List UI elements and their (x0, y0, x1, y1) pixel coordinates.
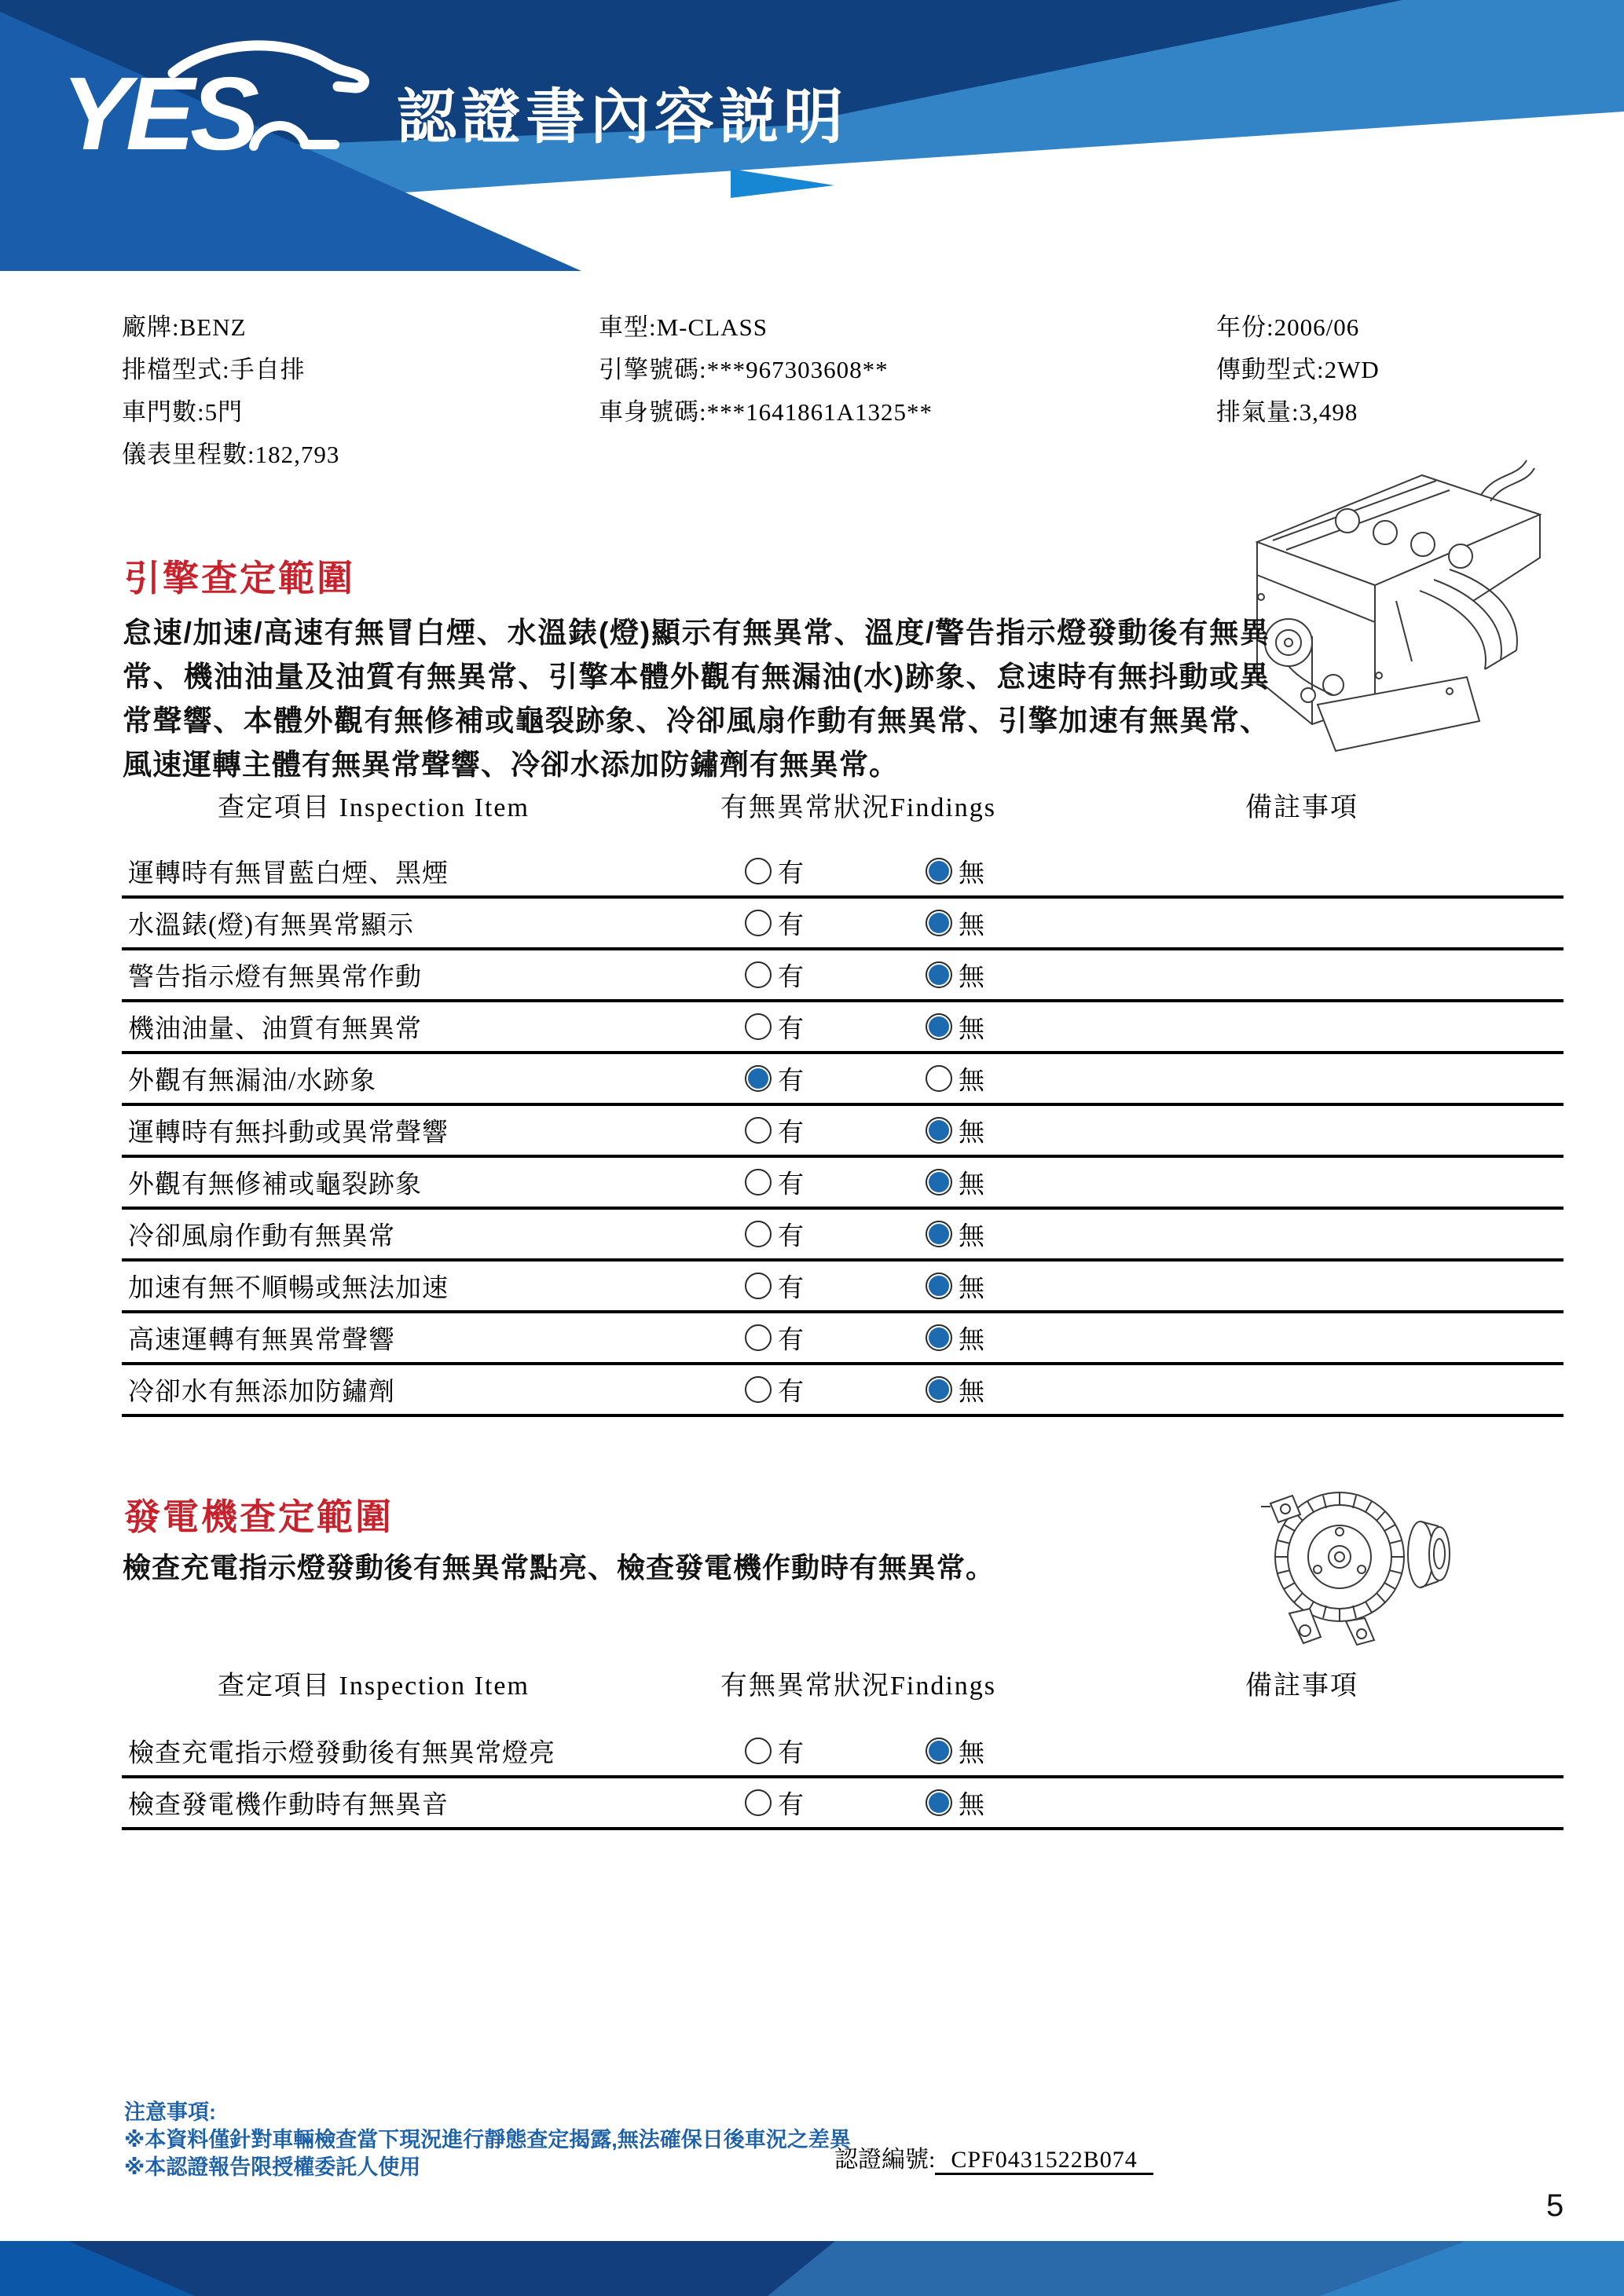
radio-none-label: 無 (959, 1378, 984, 1407)
radio-none-label: 無 (959, 1222, 984, 1251)
inspection-item-label: 水溫錶(燈)有無異常顯示 (128, 911, 414, 940)
page-number: 5 (1546, 2188, 1564, 2223)
column-header-item: 查定項目 Inspection Item (218, 1672, 530, 1701)
radio-has[interactable] (745, 1065, 772, 1092)
vehicle-info-col2 (599, 306, 933, 434)
column-header-remarks: 備註事項 (1245, 1672, 1358, 1701)
radio-has[interactable] (745, 1117, 772, 1144)
engine-table-header (122, 785, 1564, 821)
vehicle-info-col3 (1216, 306, 1380, 434)
radio-none[interactable] (926, 1324, 952, 1351)
note-line: ※本資料僅針對車輛檢查當下現況進行靜態查定揭露,無法確保日後車況之差異 (124, 2128, 851, 2151)
radio-has[interactable] (745, 858, 772, 884)
table-row (122, 1002, 1564, 1054)
info-model: 車型:M-CLASS (599, 313, 768, 341)
radio-has-label: 有 (778, 1067, 804, 1096)
generator-section-description: 檢查充電指示燈發動後有無異常點亮、檢查發電機作動時有無異常。 (123, 1551, 995, 1584)
radio-has[interactable] (745, 1273, 772, 1299)
info-year: 年份:2006/06 (1216, 313, 1360, 341)
info-engine-no: 引擎號碼:***967303608** (599, 356, 889, 383)
radio-none[interactable] (926, 1013, 952, 1040)
page-header (0, 0, 1624, 271)
radio-has-label: 有 (778, 859, 804, 888)
table-row (122, 1365, 1564, 1417)
radio-has-label: 有 (778, 1015, 804, 1044)
generator-section-heading: 發電機查定範圍 (124, 1496, 394, 1537)
radio-none-label: 無 (959, 963, 984, 992)
engine-inspection-table (122, 847, 1564, 1417)
info-mileage: 儀表里程數:182,793 (122, 441, 340, 468)
radio-none-label: 無 (959, 911, 984, 940)
radio-none[interactable] (926, 961, 952, 988)
radio-none[interactable] (926, 1169, 952, 1196)
radio-has[interactable] (745, 1324, 772, 1351)
inspection-item-label: 冷卻水有無添加防鏽劑 (128, 1378, 395, 1407)
radio-has[interactable] (745, 961, 772, 988)
radio-none[interactable] (926, 858, 952, 884)
radio-has-label: 有 (778, 1326, 804, 1355)
page-title: 認證書內容説明 (397, 84, 848, 151)
radio-none[interactable] (926, 1376, 952, 1403)
radio-has[interactable] (745, 1789, 772, 1816)
inspection-item-label: 檢查充電指示燈發動後有無異常燈亮 (128, 1739, 555, 1768)
info-drivetrain: 傳動型式:2WD (1216, 356, 1380, 383)
radio-has[interactable] (745, 1221, 772, 1247)
table-row (122, 1727, 1564, 1778)
table-row (122, 1313, 1564, 1365)
column-header-findings: 有無異常狀況Findings (720, 1672, 997, 1701)
inspection-item-label: 冷卻風扇作動有無異常 (128, 1222, 395, 1251)
column-header-findings: 有無異常狀況Findings (720, 793, 997, 822)
inspection-item-label: 外觀有無修補或龜裂跡象 (128, 1170, 422, 1199)
radio-has-label: 有 (778, 1378, 804, 1407)
radio-none[interactable] (926, 1117, 952, 1144)
radio-has[interactable] (745, 1376, 772, 1403)
info-transmission: 排檔型式:手自排 (122, 356, 306, 383)
radio-has-label: 有 (778, 1274, 804, 1303)
radio-has[interactable] (745, 1738, 772, 1764)
radio-none-label: 無 (959, 1326, 984, 1355)
certificate-value: CPF0431522B074 (935, 2147, 1153, 2175)
inspection-item-label: 運轉時有無冒藍白煙、黑煙 (128, 859, 449, 888)
yes-logo (55, 30, 424, 179)
radio-none-label: 無 (959, 1274, 984, 1303)
radio-has-label: 有 (778, 1791, 804, 1820)
info-brand: 廠牌:BENZ (122, 313, 247, 341)
radio-has-label: 有 (778, 1739, 804, 1768)
inspection-item-label: 外觀有無漏油/水跡象 (128, 1067, 377, 1096)
inspection-item-label: 警告指示燈有無異常作動 (128, 963, 422, 992)
radio-none[interactable] (926, 1789, 952, 1816)
table-row (122, 950, 1564, 1002)
inspection-item-label: 運轉時有無抖動或異常聲響 (128, 1119, 449, 1148)
inspection-item-label: 機油油量、油質有無異常 (128, 1015, 422, 1044)
engine-section-description: 怠速/加速/高速有無冒白煙、水溫錶(燈)顯示有無異常、溫度/警告指示燈發動後有無異常、機油油量及油質有無異常、引擎本體外觀有無漏油(水)跡象、怠速時有無抖動或異常聲響、本體外觀有無修補或龜裂跡象、冷卻風扇作動有無異常、引擎加速有無異常、風速運轉主體有無異常聲響、冷卻水添加防鏽劑有無異常。 (123, 617, 1270, 781)
radio-none[interactable] (926, 1065, 952, 1092)
notes-title: 注意事項: (124, 2100, 216, 2124)
certificate-label: 認證編號: (834, 2147, 936, 2173)
inspection-item-label: 高速運轉有無異常聲響 (128, 1326, 395, 1355)
vehicle-info-col1 (122, 306, 339, 476)
radio-none[interactable] (926, 910, 952, 936)
radio-has[interactable] (745, 1169, 772, 1196)
radio-none-label: 無 (959, 1015, 984, 1044)
table-row (122, 1262, 1564, 1313)
table-row (122, 1158, 1564, 1210)
table-row (122, 847, 1564, 899)
table-row (122, 899, 1564, 950)
radio-has[interactable] (745, 1013, 772, 1040)
generator-table-header (122, 1664, 1564, 1699)
table-row (122, 1054, 1564, 1106)
notes-block (124, 2099, 851, 2181)
logo-text: YES (61, 56, 255, 171)
radio-has-label: 有 (778, 911, 804, 940)
radio-has-label: 有 (778, 1222, 804, 1251)
radio-has[interactable] (745, 910, 772, 936)
radio-none[interactable] (926, 1273, 952, 1299)
inspection-item-label: 檢查發電機作動時有無異音 (128, 1791, 449, 1820)
radio-has-label: 有 (778, 963, 804, 992)
radio-has-label: 有 (778, 1119, 804, 1148)
note-line: ※本認證報告限授權委託人使用 (124, 2155, 421, 2179)
info-displacement: 排氣量:3,498 (1216, 398, 1358, 426)
radio-none[interactable] (926, 1738, 952, 1764)
inspection-item-label: 加速有無不順暢或無法加速 (128, 1274, 449, 1303)
column-header-remarks: 備註事項 (1245, 793, 1358, 822)
table-row (122, 1106, 1564, 1158)
radio-none-label: 無 (959, 859, 984, 888)
certificate-number (834, 2140, 1153, 2174)
footer-bar (0, 2241, 1624, 2296)
radio-has-label: 有 (778, 1170, 804, 1199)
alternator-illustration (1230, 1478, 1465, 1647)
table-row (122, 1778, 1564, 1830)
generator-inspection-table (122, 1727, 1564, 1830)
column-header-item: 查定項目 Inspection Item (218, 793, 530, 822)
engine-section-heading: 引擎查定範圍 (124, 558, 355, 599)
radio-none[interactable] (926, 1221, 952, 1247)
table-row (122, 1210, 1564, 1262)
info-vin: 車身號碼:***1641861A1325** (599, 398, 933, 426)
info-doors: 車門數:5門 (122, 398, 244, 426)
radio-none-label: 無 (959, 1119, 984, 1148)
radio-none-label: 無 (959, 1739, 984, 1768)
radio-none-label: 無 (959, 1791, 984, 1820)
radio-none-label: 無 (959, 1170, 984, 1199)
radio-none-label: 無 (959, 1067, 984, 1096)
